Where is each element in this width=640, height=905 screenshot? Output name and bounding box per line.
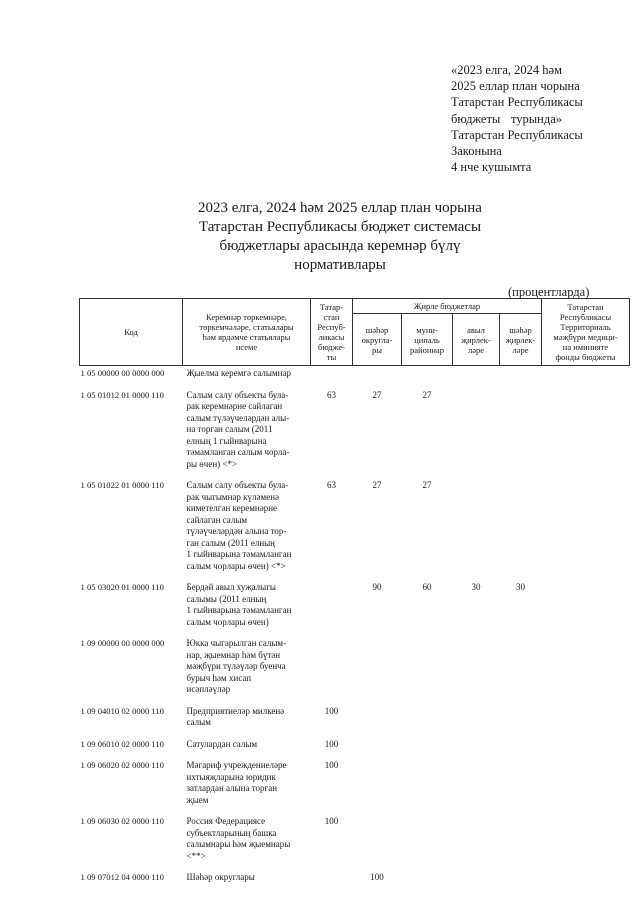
- row-code: 1 09 06030 02 0000 110: [80, 816, 164, 826]
- header-line: һәм ярдәмче статьялары: [202, 332, 291, 342]
- row-name: Салым салу объекты була- рак чыгымнар күләменә киметелгән керемнәрне сайлаган салым түләүчеләрдән алына тор- ган салым (2011 елның 1 гыйнварына тәмамланган салым чорлары өчен) <*>: [186, 480, 292, 571]
- header-urban-settlements: [500, 314, 542, 366]
- row-code: 1 09 04010 02 0000 110: [80, 705, 164, 716]
- row-urban-value: [500, 366, 542, 388]
- row-urban-value: [500, 758, 542, 814]
- header-line: исеме: [235, 342, 258, 352]
- row-fund-value: [542, 704, 630, 737]
- header-line: Респуб-: [317, 322, 346, 332]
- row-municipal-value: 60: [422, 582, 432, 592]
- table-row: [80, 737, 630, 759]
- table-row: [80, 478, 630, 580]
- header-line: бюдже-: [318, 342, 345, 352]
- header-line: авыл: [467, 324, 485, 335]
- row-urban-value: [500, 870, 542, 892]
- row-name: Салым салу объекты була- рак керемнәрне сайлаган салым түләүчеләрдән алы- на торган салым (2011 елның 1 гыйнварына тәмамланган салым чорла- ры өчен) <*>: [186, 389, 290, 469]
- row-code: 1 05 03020 01 0000 110: [80, 582, 164, 592]
- header-line: Татарстан: [567, 302, 604, 312]
- row-city-value: [353, 704, 402, 737]
- table-body: [80, 366, 630, 892]
- row-code: 1 05 01012 01 0000 110: [80, 389, 164, 400]
- row-urban-value: [500, 478, 542, 580]
- row-fund-value: [542, 737, 630, 759]
- row-municipal-value: [402, 636, 453, 704]
- row-tatarstan-value: 63: [327, 480, 336, 490]
- row-tatarstan-value: [311, 580, 353, 636]
- row-municipal-value: [402, 814, 453, 870]
- appendix-line: Татарстан Республикасы: [451, 127, 583, 142]
- row-tatarstan-value: 100: [324, 760, 339, 770]
- appendix-line: «2023 елга, 2024 һәм: [451, 63, 562, 77]
- header-rural-settlements: [453, 314, 500, 366]
- row-code: 1 05 01022 01 0000 110: [80, 480, 164, 490]
- row-name: Сатулардан салым: [186, 738, 258, 749]
- row-fund-value: [542, 580, 630, 636]
- header-line: на иминияте: [562, 342, 609, 352]
- header-city-districts: [353, 314, 402, 366]
- row-municipal-value: [402, 737, 453, 759]
- header-line: Татар-: [319, 302, 344, 312]
- row-name: Бердәй авыл хуҗалыгы салымы (2011 елның 1 гыйнварына тәмамланган салым чорлары өчен): [186, 582, 292, 627]
- appendix-line: Татарстан Республикасы: [451, 95, 583, 110]
- header-line: Республикасы: [559, 312, 612, 322]
- row-tatarstan-value: 100: [324, 738, 339, 749]
- row-rural-value: [453, 366, 500, 388]
- row-fund-value: [542, 814, 630, 870]
- header-line: төркемчәләре, статьялары: [199, 322, 294, 332]
- row-municipal-value: [402, 366, 453, 388]
- row-city-value: [353, 814, 402, 870]
- header-local-budgets: Җирле бюджетлар: [353, 299, 542, 314]
- row-rural-value: [453, 814, 500, 870]
- row-city-value: [353, 366, 402, 388]
- row-code: 1 09 06020 02 0000 110: [80, 760, 164, 770]
- table-row: [80, 870, 630, 892]
- row-city-value: [353, 636, 402, 704]
- row-name: Россия Федерациясе субъектларының башка салымнары һәм җыемнары <**>: [186, 816, 291, 861]
- table-row: [80, 580, 630, 636]
- row-fund-value: [542, 870, 630, 892]
- row-rural-value: [453, 478, 500, 580]
- header-line: ципаль: [414, 334, 440, 345]
- row-tatarstan-value: [311, 366, 353, 388]
- row-city-value: 27: [372, 480, 382, 490]
- header-municipal-districts: [402, 314, 453, 366]
- row-fund-value: [542, 388, 630, 479]
- title-line: 2023 елга, 2024 һәм 2025 еллар план чорына: [198, 200, 482, 216]
- row-urban-value: 30: [516, 582, 525, 592]
- row-municipal-value: [402, 758, 453, 814]
- row-municipal-value: 27: [422, 480, 432, 490]
- header-line: районнар: [410, 344, 444, 355]
- appendix-line: бюджеты турында»: [451, 111, 562, 126]
- row-name: Предприятиеләр милкенә салым: [186, 705, 285, 727]
- row-municipal-value: [402, 704, 453, 737]
- appendix-line: 2025 еллар план чорына: [451, 79, 580, 94]
- header-line: Керемнәр төркемнәре,: [206, 312, 287, 322]
- header-line: җирлек-: [461, 334, 491, 345]
- header-line: шәһәр: [365, 324, 389, 335]
- row-urban-value: [500, 737, 542, 759]
- row-tatarstan-value: 63: [327, 389, 336, 400]
- appendix-note: [451, 62, 583, 175]
- appendix-line: Законына: [451, 144, 502, 159]
- row-municipal-value: 27: [422, 389, 432, 400]
- row-rural-value: [453, 636, 500, 704]
- row-name: Шәһәр округлары: [186, 872, 255, 882]
- row-municipal-value: [402, 870, 453, 892]
- row-tatarstan-value: 100: [324, 705, 339, 716]
- table-row: [80, 366, 630, 388]
- header-line: муни-: [416, 324, 438, 335]
- row-code: 1 09 00000 00 0000 000: [80, 638, 165, 648]
- row-name: Мәгариф учреждениеләре ихтыяҗларына юридик затлардан алына торган җыем: [186, 760, 287, 805]
- row-city-value: 100: [370, 872, 384, 882]
- row-rural-value: [453, 704, 500, 737]
- header-line: ләре: [512, 344, 529, 355]
- row-fund-value: [542, 758, 630, 814]
- row-rural-value: [453, 870, 500, 892]
- table-row: [80, 704, 630, 737]
- row-tatarstan-value: [311, 870, 353, 892]
- row-name: Юкка чыгарылган салым- нар, җыемнар һәм бүтән мәҗбүри түләүләр буенча бурыч һәм хисап исәпләүләр: [186, 638, 287, 694]
- header-medical-fund: [542, 299, 630, 366]
- row-fund-value: [542, 478, 630, 580]
- title-line: нормативлары: [294, 257, 386, 273]
- row-city-value: [353, 758, 402, 814]
- header-line: ликасы: [318, 332, 345, 342]
- header-line: ләре: [467, 344, 485, 355]
- header-line: фонды бюджеты: [555, 352, 616, 362]
- row-urban-value: [500, 636, 542, 704]
- row-fund-value: [542, 636, 630, 704]
- row-tatarstan-value: [311, 636, 353, 704]
- header-line: җирлек-: [505, 334, 536, 345]
- appendix-line: 4 нче кушымта: [451, 160, 532, 175]
- document-title: [150, 199, 530, 275]
- row-tatarstan-value: 100: [324, 816, 339, 826]
- row-urban-value: [500, 814, 542, 870]
- table-row: [80, 758, 630, 814]
- header-tatarstan-budget: [311, 299, 353, 366]
- header-line: Территориаль: [560, 322, 611, 332]
- row-code: 1 09 06010 02 0000 110: [80, 738, 164, 749]
- header-code: Код: [80, 299, 183, 366]
- norms-table: [79, 298, 630, 892]
- header-line: мәҗбүри медици-: [553, 332, 618, 342]
- header-line: округла-: [361, 334, 393, 345]
- row-city-value: 90: [372, 582, 382, 592]
- row-code: 1 05 00000 00 0000 000: [80, 368, 165, 378]
- row-code: 1 09 07012 04 0000 110: [80, 872, 164, 882]
- row-fund-value: [542, 366, 630, 388]
- row-city-value: [353, 737, 402, 759]
- header-line: ты: [326, 352, 337, 362]
- row-city-value: 27: [372, 389, 382, 400]
- header-line: ры: [372, 344, 382, 355]
- title-line: бюджетлары арасында керемнәр бүлү: [219, 238, 461, 254]
- row-rural-value: 30: [471, 582, 481, 592]
- row-name: Җыелма керемгә салымнар: [186, 368, 291, 378]
- row-rural-value: [453, 758, 500, 814]
- header-line: стан: [323, 312, 340, 322]
- row-urban-value: [500, 704, 542, 737]
- row-urban-value: [500, 388, 542, 479]
- header-line: шәһәр: [509, 324, 532, 335]
- title-line: Татарстан Республикасы бюджет системасы: [198, 219, 482, 235]
- row-rural-value: [453, 737, 500, 759]
- table-row: [80, 388, 630, 479]
- table-row: [80, 814, 630, 870]
- header-name: [183, 299, 311, 366]
- table-row: [80, 636, 630, 704]
- row-rural-value: [453, 388, 500, 479]
- units-label: (процентларда): [508, 285, 590, 299]
